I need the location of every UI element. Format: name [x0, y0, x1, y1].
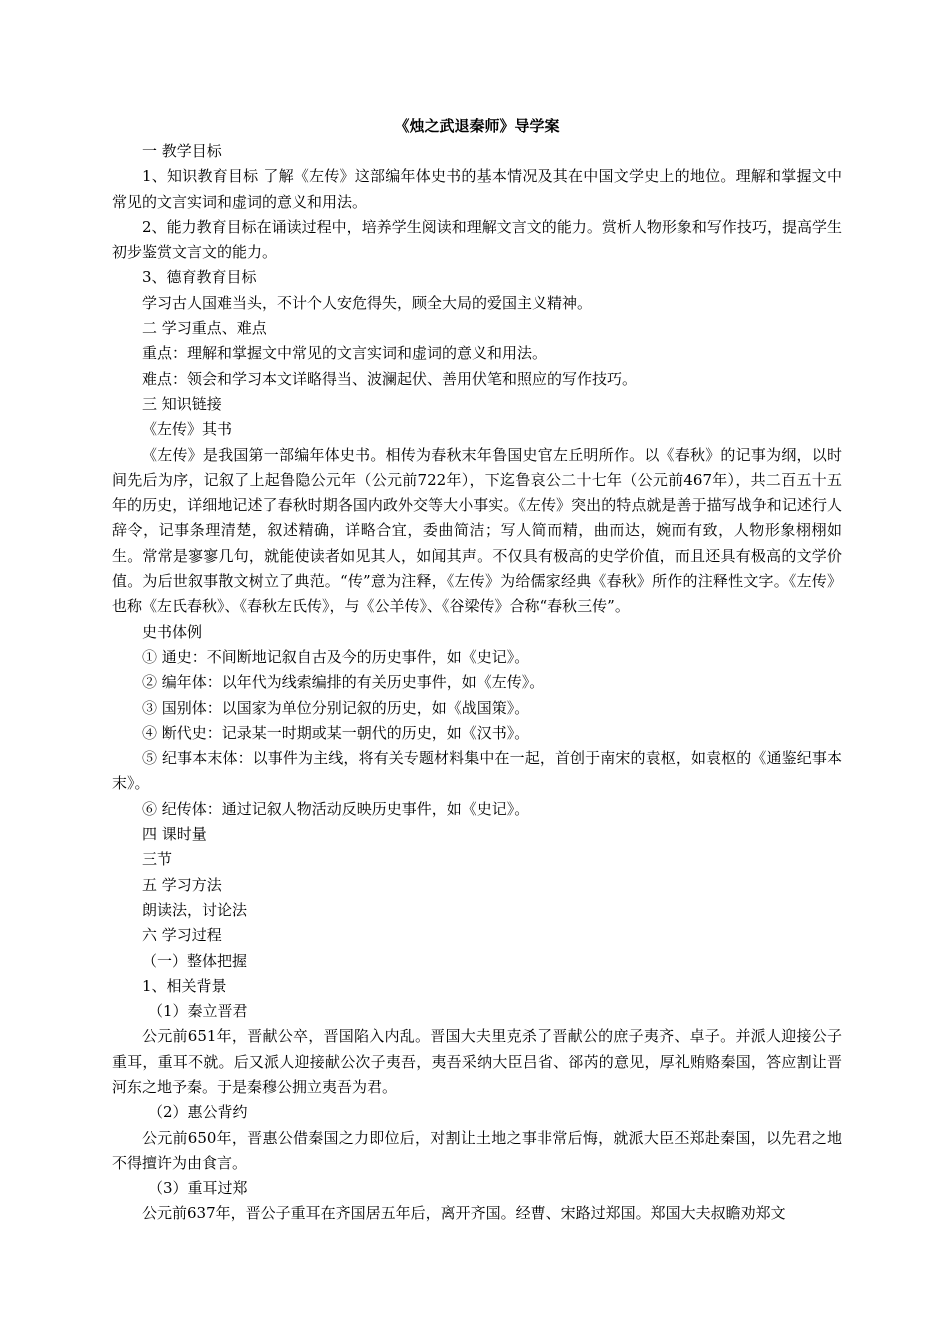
section-heading-knowledge-link: 三 知识链接: [142, 394, 222, 413]
subheading-event: （3）重耳过郑: [148, 1179, 248, 1198]
list-item-history-style: ② 编年体：以年代为线索编排的有关历史事件，如《左传》。: [142, 673, 545, 692]
document-body: [112, 113, 842, 1227]
paragraph-key-point: 重点：理解和掌握文中常见的文言实词和虚词的意义和用法。: [142, 344, 548, 363]
paragraph-history-styles-heading: 史书体例: [142, 622, 203, 641]
paragraph-methods: 朗读法，讨论法: [142, 900, 248, 919]
section-heading-process: 六 学习过程: [142, 926, 222, 945]
paragraph-zuozhuan-intro: 《左传》是我国第一部编年体史书。相传为春秋末年鲁国史官左丘明所作。以《春秋》的记事为纲，以时间先后为序，记叙了上起鲁隐公元年（公元前722年），下迄鲁哀公二十七年（公元前467年），共二百五十五年的历史，详细地记述了春秋时期各国内政外交等大小事实。《左传》突出的特点就是善于描写战争和记述行人辞令，记事条理清楚，叙述精确，详略合宜，委曲简洁；写人简而精，曲而达，婉而有致，人物形象栩栩如生。常常是寥寥几句，就能使读者如见其人，如闻其声。不仅具有极高的史学价值，而且还具有极高的文学价值。为后世叙事散文树立了典范。“传”意为注释，《左传》为给儒家经典《春秋》所作的注释性文字。《左传》也称《左氏春秋》、《春秋左氏传》，与《公羊传》、《谷梁传》合称“春秋三传”。: [112, 445, 842, 616]
paragraph-moral-goal: 学习古人国难当头，不计个人安危得失，顾全大局的爱国主义精神。: [142, 293, 593, 312]
section-heading-key-points: 二 学习重点、难点: [142, 319, 267, 338]
subheading-event: （2）惠公背约: [148, 1103, 248, 1122]
list-item-history-style: ① 通史：不间断地记叙自古及今的历史事件，如《史记》。: [142, 647, 530, 666]
paragraph-knowledge-goal: 1、知识教育目标 了解《左传》这部编年体史书的基本情况及其在中国文学史上的地位。理解和掌握文中常见的文言实词和虚词的意义和用法。: [112, 167, 842, 211]
paragraph-moral-goal-label: 3、德育教育目标: [142, 268, 257, 287]
section-heading-methods: 五 学习方法: [142, 875, 222, 894]
paragraph-event: 公元前651年，晋献公卒，晋国陷入内乱。晋国大夫里克杀了晋献公的庶子夷齐、卓子。并派人迎接公子重耳，重耳不就。后又派人迎接献公次子夷吾，夷吾采纳大臣吕省、郤芮的意见，厚礼贿赂秦国，答应割让晋河东之地予秦。于是秦穆公拥立夷吾为君。: [112, 1027, 842, 1096]
section-heading-class-hours: 四 课时量: [142, 825, 207, 844]
paragraph-zuozhuan-heading: 《左传》其书: [142, 420, 233, 439]
subheading-background: 1、相关背景: [142, 976, 227, 995]
paragraph-ability-goal: 2、能力教育目标在诵读过程中，培养学生阅读和理解文言文的能力。赏析人物形象和写作技巧，提高学生初步鉴赏文言文的能力。: [112, 217, 842, 262]
document-title: 《烛之武退秦师》导学案: [394, 117, 560, 135]
paragraph-event: 公元前637年，晋公子重耳在齐国居五年后，离开齐国。经曹、宋路过郑国。郑国大夫叔瞻劝郑文: [142, 1204, 786, 1223]
list-item-history-style: ③ 国别体：以国家为单位分别记叙的历史，如《战国策》。: [142, 698, 530, 717]
list-item-history-style: ④ 断代史：记录某一时期或某一朝代的历史，如《汉书》。: [142, 723, 530, 742]
paragraph-class-hours: 三节: [142, 850, 173, 869]
subheading-event: （1）秦立晋君: [148, 1002, 248, 1021]
list-item-history-style: ⑤ 纪事本末体：以事件为主线，将有关专题材料集中在一起，首创于南宋的袁枢，如袁枢的《通鉴纪事本末》。: [112, 749, 842, 793]
paragraph-difficult-point: 难点：领会和学习本文详略得当、波澜起伏、善用伏笔和照应的写作技巧。: [142, 369, 638, 388]
paragraph-event: 公元前650年，晋惠公借秦国之力即位后，对割让土地之事非常后悔，就派大臣丕郑赴秦国，以先君之地不得擅许为由食言。: [112, 1128, 842, 1172]
list-item-history-style: ⑥ 纪传体：通过记叙人物活动反映历史事件，如《史记》。: [142, 799, 530, 818]
section-heading-objectives: 一 教学目标: [142, 142, 222, 160]
subheading-overall: （一）整体把握: [142, 951, 248, 970]
